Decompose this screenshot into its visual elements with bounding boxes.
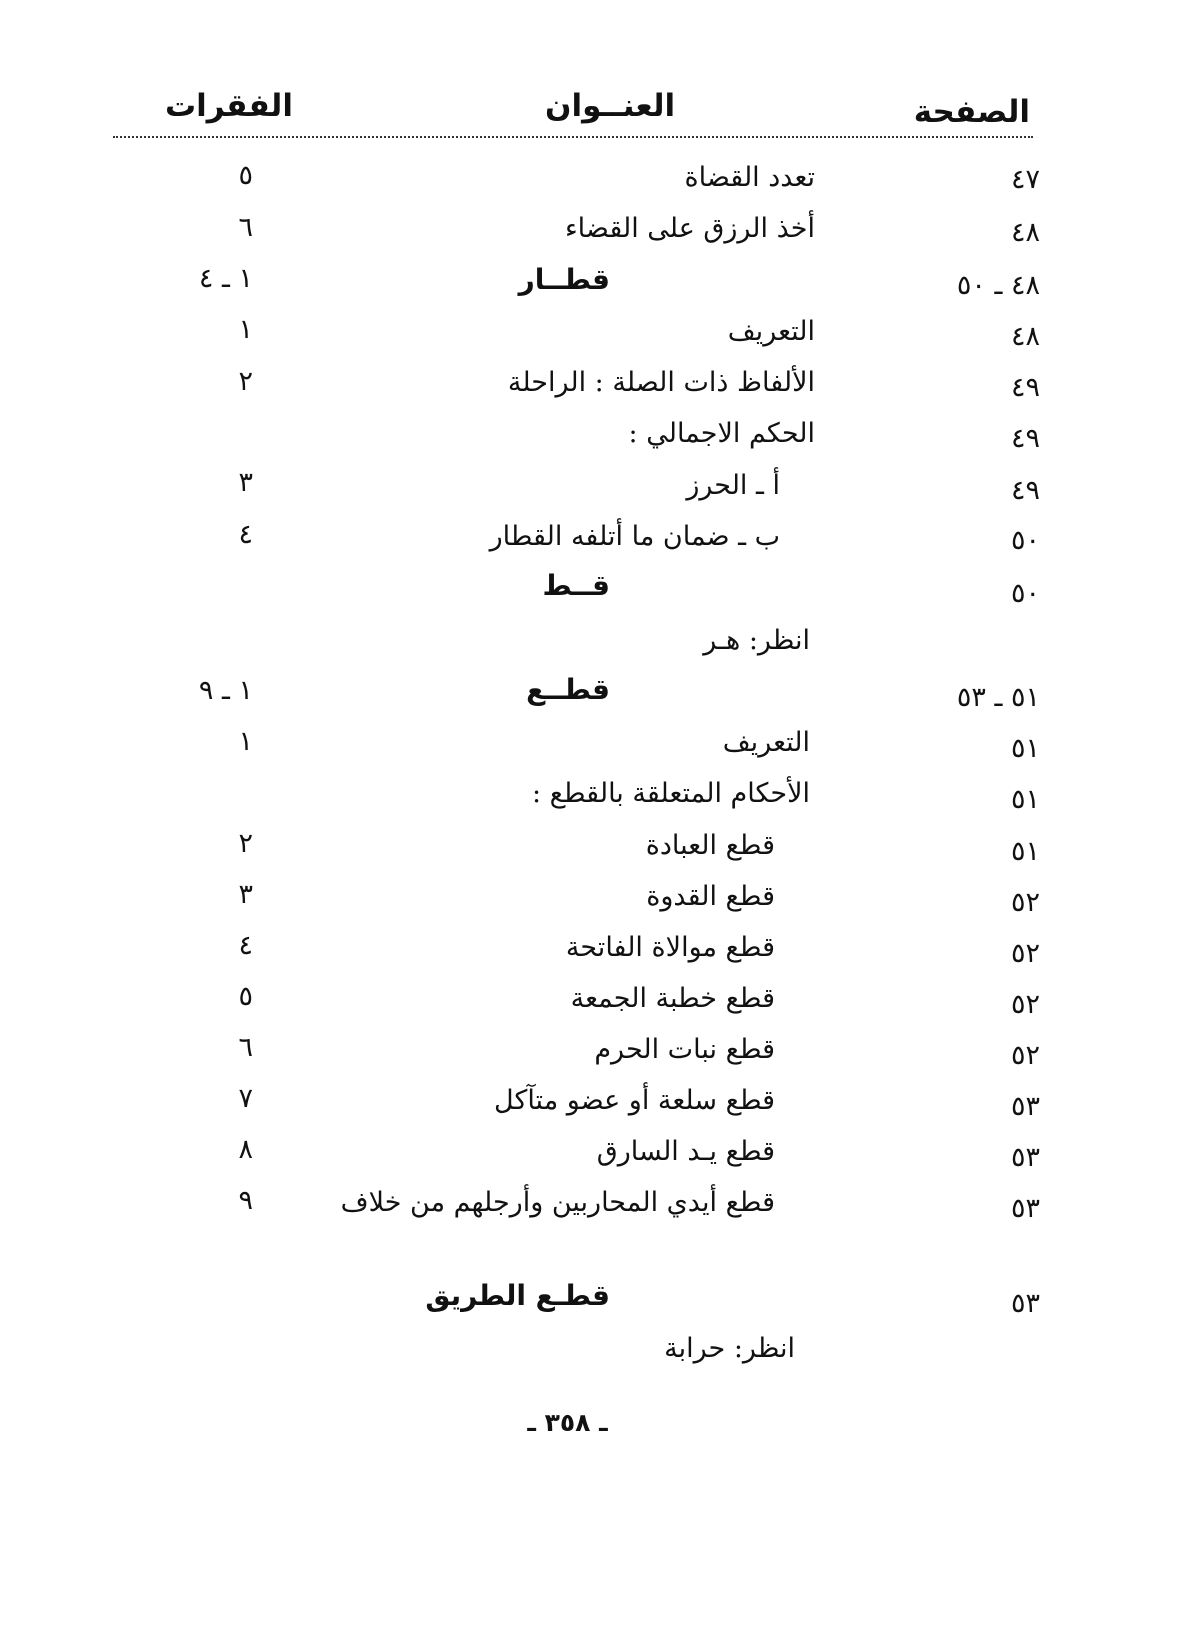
- row-title: قطــار: [518, 263, 610, 296]
- row-page: ٥٠: [1010, 525, 1040, 556]
- row-page: ٤٩: [1010, 372, 1040, 403]
- column-header-title: العنــوان: [545, 88, 676, 124]
- row-title: قطع سلعة أو عضو متآكل: [494, 1085, 775, 1116]
- row-paragraphs: ٣: [238, 879, 253, 910]
- row-page: ٥٠: [1010, 578, 1040, 609]
- row-title: قطع خطبة الجمعة: [570, 983, 775, 1014]
- row-page: ٤٨: [1010, 321, 1040, 352]
- row-paragraphs: ٩: [238, 1185, 253, 1216]
- row-page: ٥١: [1010, 733, 1040, 764]
- row-title: قطع يـد السارق: [596, 1136, 775, 1167]
- row-paragraphs: ٥: [238, 981, 253, 1012]
- row-page: ٤٩: [1010, 423, 1040, 454]
- row-title: أ ـ الحرز: [686, 470, 780, 501]
- row-title: قطــع: [526, 673, 610, 706]
- row-page: ٥٣: [1010, 1142, 1040, 1173]
- row-title: أخذ الرزق على القضاء: [564, 213, 815, 244]
- row-page: ٥٢: [1010, 887, 1040, 918]
- page-number: ـ ٣٥٨ ـ: [527, 1408, 608, 1437]
- row-paragraphs: ٦: [238, 212, 253, 243]
- row-page: ٥٢: [1010, 989, 1040, 1020]
- row-title: الأحكام المتعلقة بالقطع :: [531, 778, 810, 809]
- row-title: قطع القدوة: [646, 881, 775, 912]
- column-header-paragraphs: الفقرات: [165, 88, 293, 124]
- row-title: قطـع الطريق: [425, 1279, 610, 1312]
- header-dotted-rule: [113, 136, 1033, 138]
- row-page: ٤٨ ـ ٥٠: [956, 270, 1040, 301]
- row-page: ٥١: [1010, 784, 1040, 815]
- row-page: ٥١: [1010, 836, 1040, 867]
- row-title: ب ـ ضمان ما أتلفه القطار: [489, 521, 780, 552]
- column-header-page: الصفحة: [913, 94, 1030, 130]
- row-page: ٥٣: [1010, 1288, 1040, 1319]
- row-title: تعدد القضاة: [684, 162, 815, 193]
- row-title: قطع نبات الحرم: [594, 1034, 775, 1065]
- row-title: قطع موالاة الفاتحة: [565, 932, 775, 963]
- row-paragraphs: ١ ـ ٤: [198, 263, 253, 294]
- row-page: ٥١ ـ ٥٣: [956, 682, 1040, 713]
- row-page: ٥٣: [1010, 1091, 1040, 1122]
- row-paragraphs: ٣: [238, 467, 253, 498]
- row-paragraphs: ٥: [238, 160, 253, 191]
- row-page: ٥٣: [1010, 1193, 1040, 1224]
- row-paragraphs: ٤: [238, 519, 253, 550]
- row-title: قطع العبادة: [645, 830, 775, 861]
- row-see-also: انظر: هـر: [703, 625, 810, 656]
- row-paragraphs: ٧: [238, 1083, 253, 1114]
- row-paragraphs: ٤: [238, 930, 253, 961]
- row-paragraphs: ١: [238, 726, 253, 757]
- row-paragraphs: ١ ـ ٩: [198, 675, 253, 706]
- row-title: التعريف: [722, 727, 810, 758]
- row-page: ٤٩: [1010, 475, 1040, 506]
- row-title: التعريف: [727, 316, 815, 347]
- row-paragraphs: ٢: [238, 366, 253, 397]
- row-page: ٥٢: [1010, 938, 1040, 969]
- row-title: قــط: [542, 569, 610, 602]
- row-page: ٤٧: [1010, 164, 1040, 195]
- row-paragraphs: ٦: [238, 1032, 253, 1063]
- row-page: ٤٨: [1010, 217, 1040, 248]
- row-paragraphs: ٨: [238, 1134, 253, 1165]
- row-see-also: انظر: حرابة: [664, 1333, 795, 1364]
- row-title: قطع أيدي المحاربين وأرجلهم من خلاف: [340, 1187, 775, 1218]
- row-paragraphs: ٢: [238, 828, 253, 859]
- row-paragraphs: ١: [238, 314, 253, 345]
- row-title: الحكم الاجمالي :: [628, 418, 815, 449]
- row-title: الألفاظ ذات الصلة : الراحلة: [507, 367, 815, 398]
- row-page: ٥٢: [1010, 1040, 1040, 1071]
